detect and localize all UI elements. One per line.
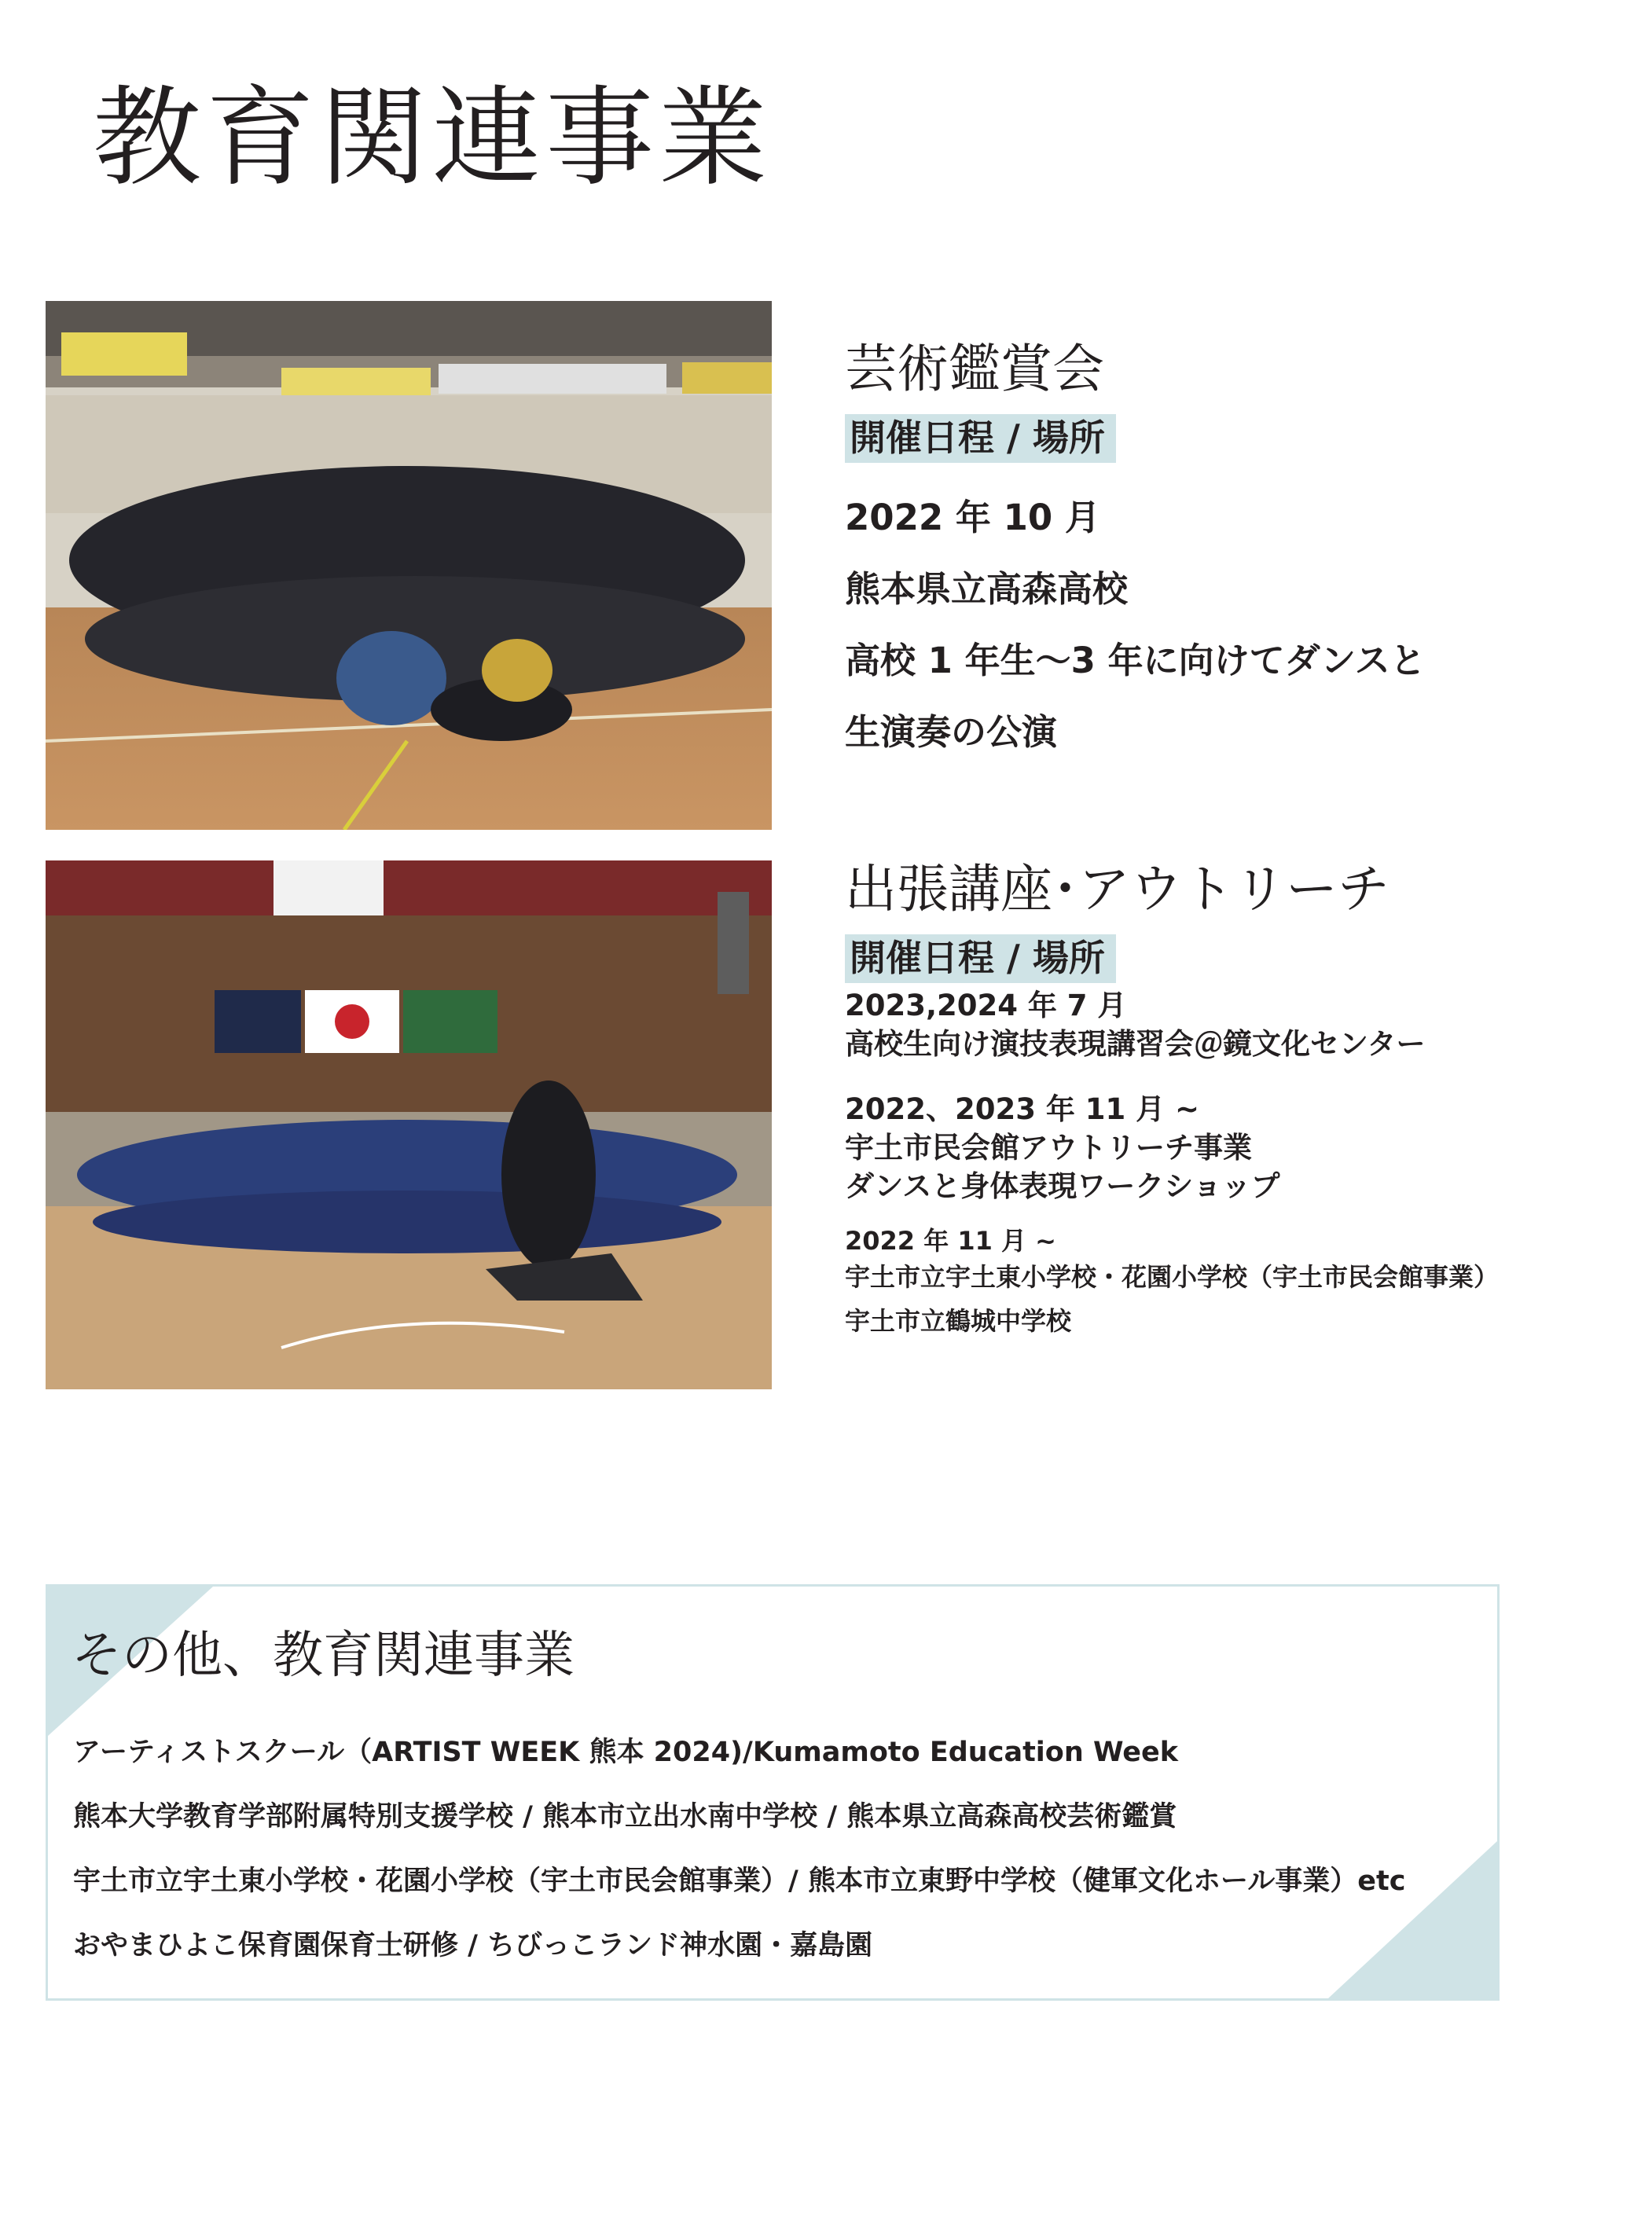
page-title: 教育関連事業 xyxy=(93,75,773,201)
section-art-appreciation xyxy=(845,338,1631,768)
project-list-line: 熊本大学教育学部附属特別支援学校 / 熊本市立出水南中学校 / 熊本県立高森高校芸術鑑賞 xyxy=(73,1801,1177,1833)
event-location: 熊本県立高森高校 xyxy=(845,567,1129,610)
other-projects-box xyxy=(46,1584,1500,2001)
other-projects-title: その他、教育関連事業 xyxy=(72,1627,575,1685)
section-heading: 出張講座･アウトリーチ xyxy=(845,859,1390,919)
event-detail: 宇土市立鶴城中学校 xyxy=(845,1305,1072,1336)
event-detail: 高校生向け演技表現講習会＠鏡文化センター xyxy=(845,1026,1426,1061)
project-list-line: 宇土市立宇土東小学校・花園小学校（宇土市民会館事業）/ 熊本市立東野中学校（健軍文化ホール事業）etc xyxy=(73,1866,1406,1897)
photo-dance-workshop xyxy=(46,860,772,1389)
schedule-location-label: 開催日程 / 場所 xyxy=(845,934,1116,983)
event-entry xyxy=(845,1223,1631,1339)
event-description: 高校 1 年生～3 年に向けてダンスと xyxy=(845,639,1426,681)
event-description-cont: 生演奏の公演 xyxy=(845,710,1058,753)
section-heading: 芸術鑑賞会 xyxy=(845,339,1104,399)
project-list-line: アーティストスクール（ARTIST WEEK 熊本 2024)/Kumamoto Education Week xyxy=(73,1737,1179,1768)
project-list-line: おやまひよこ保育園保育士研修 / ちびっこランド神水園・嘉島園 xyxy=(73,1930,873,1961)
event-date: 2023,2024 年 7 月 xyxy=(845,988,1127,1022)
event-entry xyxy=(845,1090,1631,1205)
event-date: 2022、2023 年 11 月 ~ xyxy=(845,1091,1199,1126)
section-outreach xyxy=(845,858,1631,1339)
schedule-location-label: 開催日程 / 場所 xyxy=(845,414,1116,463)
event-date: 2022 年 10 月 xyxy=(845,496,1100,538)
event-detail: 宇土市立宇土東小学校・花園小学校（宇土市民会館事業） xyxy=(845,1261,1500,1292)
event-detail: ダンスと身体表現ワークショップ xyxy=(845,1169,1280,1203)
photo-group-gym xyxy=(46,301,772,830)
event-entry xyxy=(845,986,1631,1063)
event-detail: 宇土市民会館アウトリーチ事業 xyxy=(845,1130,1252,1165)
event-date: 2022 年 11 月 ~ xyxy=(845,1225,1056,1256)
